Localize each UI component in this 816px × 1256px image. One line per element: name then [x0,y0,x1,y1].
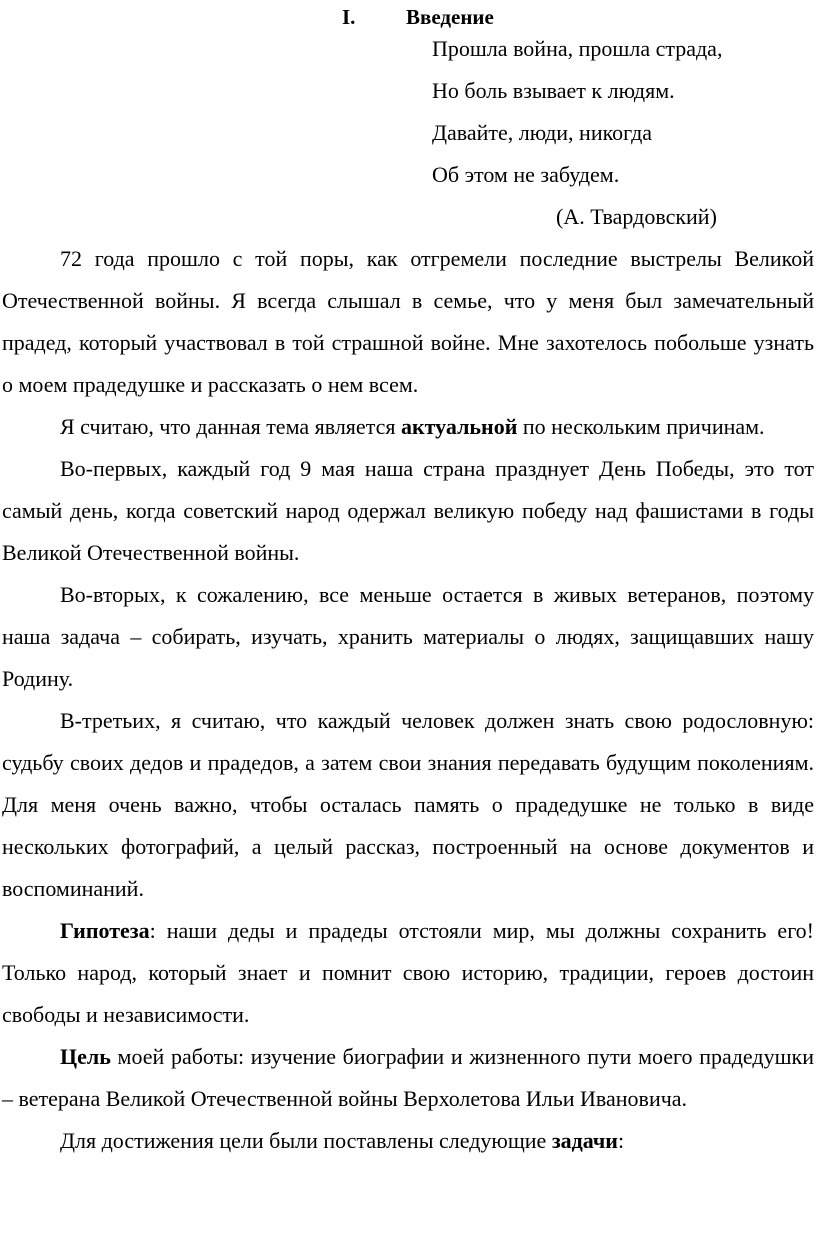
paragraph-text: : наши деды и прадеды отстояли мир, мы должны сохранить его! Только народ, который знает и помнит свою историю, традиции, героев достоин свободы и независимости. [2,918,814,1027]
epigraph-line: Об этом не забудем. [432,162,620,187]
paragraph-third-reason: В-третьих, я считаю, что каждый человек должен знать свою родословную: судьбу своих дедов и прадедов, а затем свои знания передавать будущим поколениям. Для меня очень важно, чтобы осталась память о прадедушке не только в виде нескольких фотографий, а целый рассказ, построенный на основе документов и воспоминаний. [2,708,814,901]
epigraph [432,28,792,196]
paragraph-tasks [2,1120,814,1162]
section-title: Введение [406,5,494,29]
paragraph-first-reason: Во-первых, каждый год 9 мая наша страна празднует День Победы, это тот самый день, когда советский народ одержал великую победу над фашистами в годы Великой Отечественной войны. [2,456,814,565]
epigraph-line: Но боль взывает к людям. [432,78,675,103]
epigraph-line: Давайте, люди, никогда [432,120,653,145]
paragraph-text: Для достижения цели были поставлены следующие [60,1128,552,1153]
paragraph-hypothesis [2,910,814,1036]
section-number: I. [342,5,356,29]
bold-term-tasks: задачи [551,1128,618,1153]
paragraph-text: Я считаю, что данная тема является [60,414,401,439]
paragraph-text: : [617,1128,625,1153]
paragraph-goal [2,1036,814,1120]
paragraph-second-reason: Во-вторых, к сожалению, все меньше остается в живых ветеранов, поэтому наша задача – собирать, изучать, хранить материалы о людях, защищавших нашу Родину. [2,582,814,691]
paragraph-intro: 72 года прошло с той поры, как отгремели последние выстрелы Великой Отечественной войны. Я всегда слышал в семье, что у меня был замечательный прадед, который участвовал в той страшной войне. Мне захотелось побольше узнать о моем прадедушке и рассказать о нем всем. [2,246,814,397]
epigraph-author: (А. Твардовский) [556,204,717,229]
bold-term-goal: Цель [60,1044,111,1069]
epigraph-line: Прошла война, прошла страда, [432,36,723,61]
paragraph-text: моей работы: изучение биографии и жизненного пути моего прадедушки – ветерана Великой Отечественной войны Верхолетова Ильи Ивановича. [2,1044,814,1111]
bold-term-hypothesis: Гипотеза [60,918,150,943]
bold-term-relevant: актуальной [400,414,518,439]
body-text [2,238,814,1162]
paragraph-text: по нескольким причинам. [517,414,765,439]
paragraph-relevance [2,406,814,448]
